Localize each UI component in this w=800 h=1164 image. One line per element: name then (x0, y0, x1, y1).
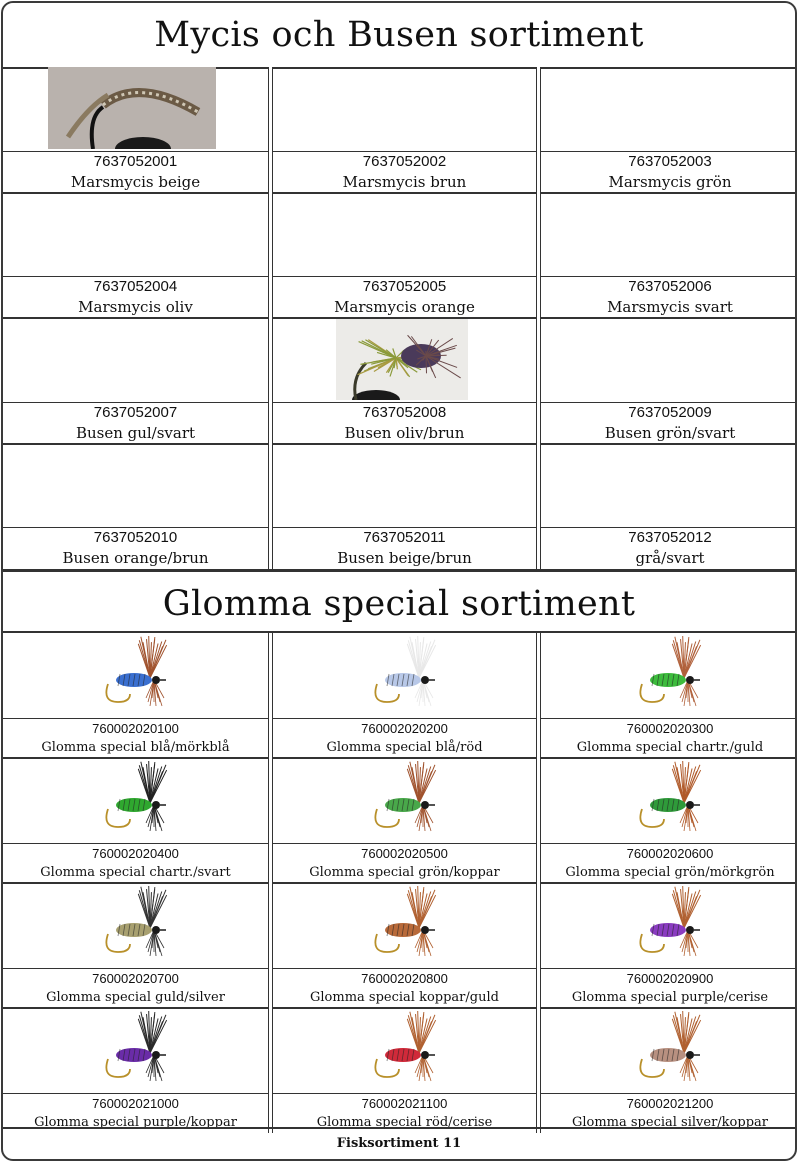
product-caption (273, 276, 536, 319)
product-caption (541, 718, 797, 759)
product-code: 7637052012 (628, 529, 712, 546)
product-code: 760002020600 (626, 846, 714, 861)
section-title-glomma: Glomma special sortiment (3, 569, 795, 633)
product-image (273, 193, 536, 277)
product-name: Glomma special chartr./guld (576, 740, 764, 755)
column-divider (536, 67, 541, 569)
product-caption (273, 968, 536, 1009)
product-name: Busen beige/brun (337, 549, 472, 567)
row-divider (3, 1007, 795, 1009)
product-name: Marsmycis oliv (78, 298, 193, 316)
product-code: 760002020200 (361, 721, 448, 736)
product-cell (273, 444, 536, 570)
product-cell (541, 1008, 797, 1133)
product-code: 7637052010 (93, 529, 178, 546)
product-cell (541, 444, 797, 570)
product-name: Glomma special purple/cerise (571, 990, 769, 1005)
product-code: 7637052005 (362, 278, 447, 295)
product-cell (541, 318, 797, 444)
product-name: Marsmycis beige (70, 172, 201, 191)
fly-drawing (630, 1011, 710, 1091)
product-code: 760002020800 (361, 971, 448, 986)
fly-drawing (630, 761, 710, 841)
product-code: 7637052006 (628, 278, 712, 295)
fly-drawing (365, 636, 445, 716)
product-cell (3, 1008, 268, 1133)
product-name: Glomma special guld/silver (46, 990, 225, 1005)
product-code: 760002021000 (92, 1096, 179, 1111)
fly-photo-busen (336, 318, 468, 400)
product-image (3, 67, 268, 151)
product-name: Busen oliv/brun (344, 423, 465, 442)
product-image (541, 633, 797, 718)
product-name: Glomma special röd/cerise (316, 1115, 493, 1130)
product-name: Busen gul/svart (75, 423, 196, 442)
product-image (3, 883, 268, 968)
product-cell (541, 633, 797, 758)
row-divider (3, 757, 795, 759)
product-code: 7637052001 (93, 152, 178, 170)
product-code: 760002020900 (626, 971, 714, 986)
column-divider (268, 633, 273, 1133)
product-code: 760002020500 (361, 846, 448, 861)
product-image (273, 883, 536, 968)
product-image (273, 318, 536, 402)
product-cell (541, 193, 797, 319)
row-divider (3, 317, 795, 319)
product-image (273, 758, 536, 843)
section-title-mycis-busen: Mycis och Busen sortiment (3, 3, 795, 69)
product-caption (273, 402, 536, 445)
product-code: 7637052002 (362, 152, 447, 170)
product-cell (541, 883, 797, 1008)
product-image (273, 633, 536, 718)
product-cell (273, 193, 536, 319)
product-cell (541, 758, 797, 883)
product-cell (3, 883, 268, 1008)
product-code: 760002021100 (361, 1096, 448, 1111)
fly-drawing (630, 886, 710, 966)
product-name: Busen orange/brun (62, 549, 209, 567)
product-image (3, 633, 268, 718)
product-cell (3, 633, 268, 758)
product-name: Glomma special grön/koppar (309, 865, 500, 880)
product-image (541, 758, 797, 843)
product-code: 7637052009 (628, 403, 712, 421)
fly-drawing (96, 761, 176, 841)
product-code: 7637052003 (628, 152, 712, 170)
product-image (541, 318, 797, 402)
product-cell (273, 883, 536, 1008)
product-caption (541, 843, 797, 884)
product-cell (3, 67, 268, 193)
product-cell (273, 318, 536, 444)
product-code: 760002021200 (626, 1096, 714, 1111)
fly-drawing (96, 886, 176, 966)
product-cell (3, 193, 268, 319)
product-image (273, 444, 536, 528)
product-code: 760002020300 (626, 721, 714, 736)
product-caption (273, 151, 536, 194)
fly-photo-marsmycis (48, 67, 216, 149)
product-caption (273, 527, 536, 570)
product-caption (273, 843, 536, 884)
product-name: Glomma special blå/röd (326, 740, 483, 755)
product-caption (3, 968, 268, 1009)
product-image (273, 1008, 536, 1093)
product-name: Glomma special purple/koppar (34, 1115, 237, 1130)
column-divider (536, 633, 541, 1133)
product-caption (3, 402, 268, 445)
catalog-page (1, 1, 797, 1161)
product-caption (541, 402, 797, 445)
product-caption (3, 718, 268, 759)
product-cell (273, 1008, 536, 1133)
product-image (3, 444, 268, 528)
product-name: Glomma special blå/mörkblå (41, 740, 230, 755)
product-caption (3, 527, 268, 570)
product-code: 760002020100 (92, 721, 179, 736)
product-code: 760002020700 (92, 971, 179, 986)
glomma-grid (3, 633, 795, 1133)
row-divider (3, 882, 795, 884)
fly-drawing (96, 636, 176, 716)
product-name: Marsmycis brun (342, 172, 467, 191)
product-caption (3, 843, 268, 884)
product-image (541, 67, 797, 151)
product-image (541, 1008, 797, 1093)
product-image (541, 193, 797, 277)
page-footer: Fisksortiment 11 (3, 1127, 795, 1159)
product-caption (3, 151, 268, 194)
product-caption (3, 276, 268, 319)
product-cell (3, 318, 268, 444)
row-divider (3, 443, 795, 445)
fly-drawing (96, 1011, 176, 1091)
product-cell (273, 758, 536, 883)
product-image (541, 883, 797, 968)
product-name: Marsmycis grön (608, 172, 732, 191)
product-name: Glomma special chartr./svart (40, 865, 231, 880)
product-caption (541, 276, 797, 319)
product-caption (273, 718, 536, 759)
product-image (273, 67, 536, 151)
product-name: Glomma special grön/mörkgrön (565, 865, 775, 880)
product-code: 760002020400 (92, 846, 179, 861)
product-code: 7637052011 (363, 529, 446, 546)
product-caption (541, 527, 797, 570)
product-cell (273, 67, 536, 193)
product-code: 7637052004 (93, 278, 178, 295)
product-name: grå/svart (635, 549, 705, 567)
product-image (3, 193, 268, 277)
fly-drawing (365, 886, 445, 966)
product-name: Marsmycis orange (334, 298, 475, 316)
product-cell (273, 633, 536, 758)
product-image (3, 758, 268, 843)
product-caption (541, 151, 797, 194)
product-cell (3, 758, 268, 883)
column-divider (268, 67, 273, 569)
product-name: Glomma special silver/koppar (571, 1115, 768, 1130)
product-name: Marsmycis svart (607, 298, 733, 316)
product-code: 7637052007 (93, 403, 178, 421)
product-image (3, 1008, 268, 1093)
product-name: Busen grön/svart (604, 423, 736, 442)
product-name: Glomma special koppar/guld (310, 990, 499, 1005)
fly-drawing (630, 636, 710, 716)
product-code: 7637052008 (362, 403, 447, 421)
product-image (3, 318, 268, 402)
fly-drawing (365, 1011, 445, 1091)
product-cell (541, 67, 797, 193)
product-caption (541, 968, 797, 1009)
mycis-busen-grid (3, 67, 795, 569)
fly-drawing (365, 761, 445, 841)
product-cell (3, 444, 268, 570)
product-image (541, 444, 797, 528)
row-divider (3, 192, 795, 194)
